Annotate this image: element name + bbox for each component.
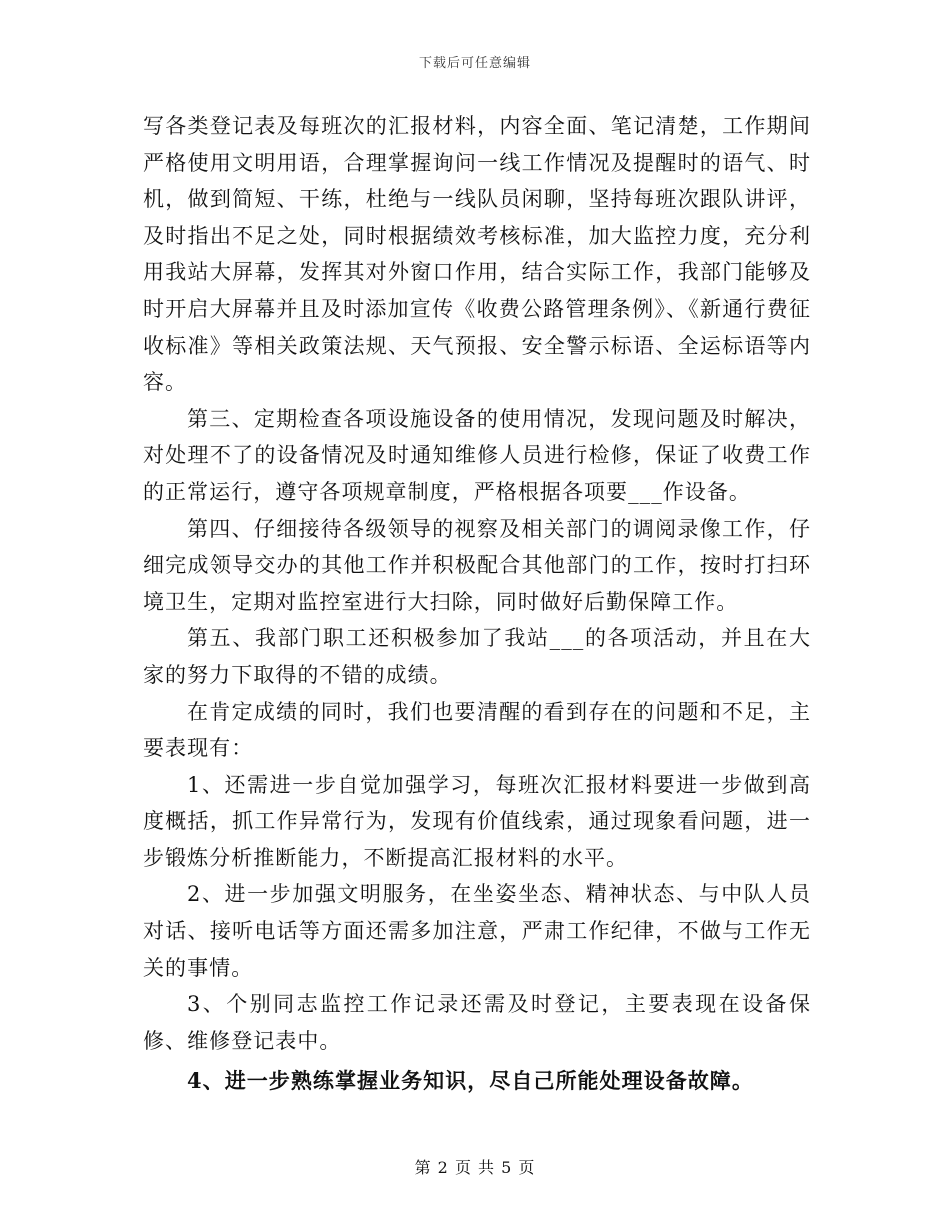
paragraph-fourth: 第四、仔细接待各级领导的视察及相关部门的调阅录像工作，仔细完成领导交办的其他工作并积极配合其他部门的工作，按时打扫环境卫生，定期对监控室进行大扫除，同时做好后勤保障工作。 xyxy=(143,516,811,614)
paragraph-fifth: 第五、我部门职工还积极参加了我站___的各项活动，并且在大家的努力下取得的不错的成绩。 xyxy=(143,626,811,687)
list-item-1: 1、还需进一步自觉加强学习，每班次汇报材料要进一步做到高度概括，抓工作异常行为，发现有价值线索，通过现象看问题，进一步锻炼分析推断能力，不断提高汇报材料的水平。 xyxy=(143,772,811,870)
list-item-4: 4、进一步熟练掌握业务知识，尽自己所能处理设备故障。 xyxy=(187,1068,754,1094)
paragraph-third: 第三、定期检查各项设施设备的使用情况，发现问题及时解决，对处理不了的设备情况及时通知维修人员进行检修，保证了收费工作的正常运行，遵守各项规章制度，严格根据各项要___作设备。 xyxy=(143,406,811,504)
page-number: 第 2 页 共 5 页 xyxy=(414,1158,536,1177)
page-header: 下载后可任意编辑 xyxy=(418,56,531,71)
paragraph-shortcomings-intro: 在肯定成绩的同时，我们也要清醒的看到存在的问题和不足，主要表现有： xyxy=(143,699,811,761)
list-item-3: 3、个别同志监控工作记录还需及时登记，主要表现在设备保修、维修登记表中。 xyxy=(143,992,811,1053)
document-body xyxy=(143,108,811,1100)
list-item-2: 2、进一步加强文明服务，在坐姿坐态、精神状态、与中队人员对话、接听电话等方面还需多加注意，严肃工作纪律，不做与工作无关的事情。 xyxy=(143,882,811,980)
paragraph-continuation: 写各类登记表及每班次的汇报材料，内容全面、笔记清楚，工作期间严格使用文明用语，合理掌握询问一线工作情况及提醒时的语气、时机，做到简短、干练，杜绝与一线队员闲聊，坚持每班次跟队讲评，及时指出不足之处，同时根据绩效考核标准，加大监控力度，充分利用我站大屏幕，发挥其对外窗口作用，结合实际工作，我部门能够及时开启大屏幕并且及时添加宣传《收费公路管理条例》、《新通行费征收标准》等相关政策法规、天气预报、安全警示标语、全运标语等内容。 xyxy=(143,114,811,395)
